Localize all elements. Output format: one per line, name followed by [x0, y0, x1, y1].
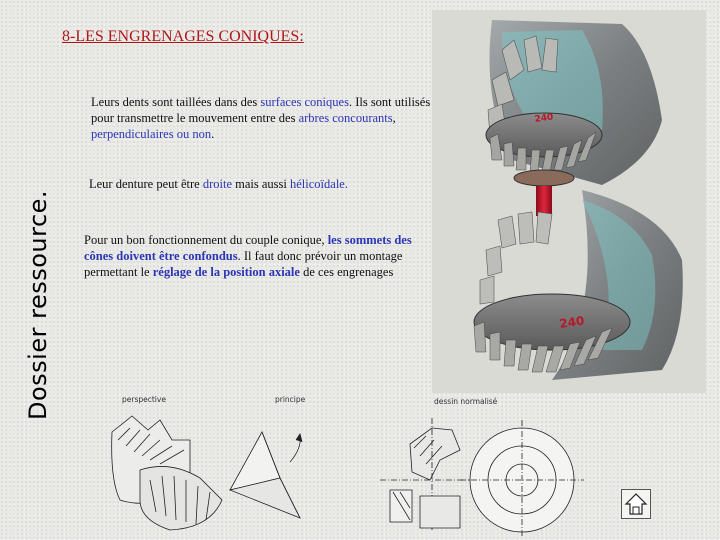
paragraph-montage [84, 232, 420, 280]
paragraph-surfaces [91, 94, 431, 142]
perspective-drawing [112, 416, 222, 530]
bevel-gear-illustration [432, 10, 706, 393]
paragraph-denture [89, 176, 429, 192]
para1-text-4: . [211, 127, 215, 141]
para3-text-2: . Il faut donc prévoir un montage permettant le [84, 249, 403, 279]
para3-highlight-2: réglage de la position axiale [152, 265, 300, 279]
para2-text-2: mais aussi [232, 177, 290, 191]
para1-text-2: . Ils sont utilisés pour transmettre le mouvement entre des [91, 95, 431, 125]
para1-highlight-3: perpendiculaires ou non [91, 127, 212, 141]
para3-highlight-1: les sommets des cônes doivent être confondus [84, 233, 412, 263]
home-icon [622, 490, 650, 518]
para1-highlight-1: surfaces coniques [260, 95, 349, 109]
para1-text-3: , [392, 111, 396, 125]
top-gear-label: 240 [534, 112, 555, 125]
bevel-gear-photo [432, 10, 706, 393]
para3-text-1: Pour un bon fonctionnement du couple conique, [84, 233, 328, 247]
technical-drawings [0, 400, 720, 540]
para3-text-3: de ces engrenages [299, 265, 394, 279]
bottom-gear-label: 240 [558, 313, 586, 331]
label-dessin-normalise: dessin normalisé [434, 397, 498, 406]
label-principe: principe [275, 395, 306, 404]
side-title: Dossier ressource. [24, 189, 52, 420]
dessin-normalise-drawing [380, 418, 584, 536]
para1-text-1: Leurs dents sont taillées dans des [91, 95, 261, 109]
home-button[interactable] [621, 489, 651, 519]
principe-drawing [230, 432, 302, 518]
page-heading: 8-LES ENGRENAGES CONIQUES: [62, 28, 304, 45]
para2-highlight-1: droite [202, 177, 233, 191]
label-perspective: perspective [122, 395, 166, 404]
para1-highlight-2: arbres concourants [298, 111, 393, 125]
para2-highlight-2: hélicoïdale. [290, 177, 348, 191]
para2-text-1: Leur denture peut être [89, 177, 203, 191]
